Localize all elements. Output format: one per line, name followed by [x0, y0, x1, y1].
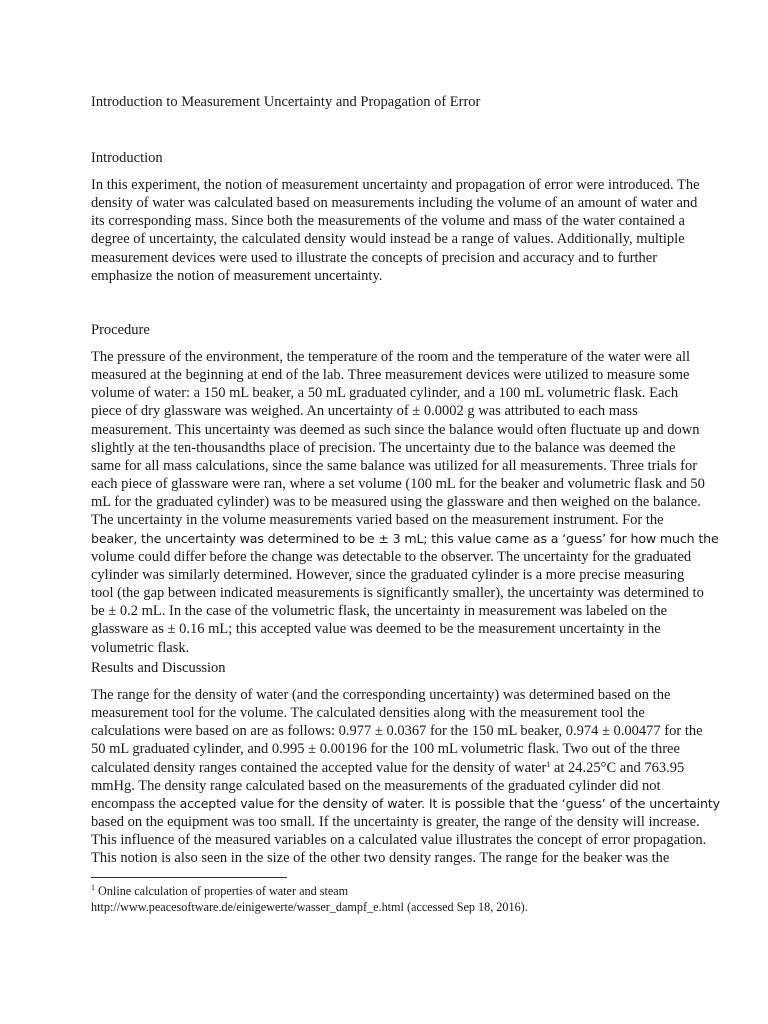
results-line: measurement tool for the volume. The calculated densities along with the measurement tool the [91, 705, 645, 722]
sans-text: beaker, the uncertainty was determined to be ± 3 mL; this value came as a ‘guess’ for how much the [91, 530, 719, 546]
procedure-heading: Procedure [91, 322, 150, 338]
results-paragraph [91, 686, 720, 868]
procedure-line: be ± 0.2 mL. In the case of the volumetric flask, the uncertainty in measurement was labeled on the [91, 603, 668, 620]
document-title: Introduction to Measurement Uncertainty and Propagation of Error [91, 94, 481, 110]
introduction-line: degree of uncertainty, the calculated density would instead be a range of values. Additionally, multiple [91, 231, 685, 248]
results-text: calculated density ranges contained the accepted value for the density of water [91, 759, 547, 776]
procedure-line: volume of water: a 150 mL beaker, a 50 mL graduated cylinder, and a 100 mL volumetric flask. Each [91, 385, 679, 402]
introduction-paragraph [91, 176, 700, 285]
procedure-line: mL for the graduated cylinder) was to be measured using the glassware and then weighed on the balance. [91, 494, 701, 511]
procedure-line: measured at the beginning at end of the lab. Three measurement devices were utilized to measure some [91, 367, 690, 384]
procedure-line: tool (the gap between indicated measurements is significantly smaller), the uncertainty was determined to [91, 585, 704, 602]
introduction-heading: Introduction [91, 150, 163, 166]
introduction-line: In this experiment, the notion of measurement uncertainty and propagation of error were introduced. The [91, 177, 700, 193]
procedure-line: piece of dry glassware was weighed. An uncertainty of ± 0.0002 g was attributed to each mass [91, 403, 638, 420]
procedure-line: volumetric flask. [91, 639, 190, 656]
introduction-line: emphasize the notion of measurement uncertainty. [91, 267, 383, 284]
footnote-reference: 1 [546, 759, 551, 769]
results-line: 50 mL graduated cylinder, and 0.995 ± 0.00196 for the 100 mL volumetric flask. Two out of the three [91, 741, 680, 758]
results-line-with-footnote [91, 759, 691, 777]
footnote [91, 883, 528, 915]
procedure-paragraph [91, 348, 719, 657]
sans-text: accepted value for the density of water. It is possible that the ‘guess’ of the uncertainty [179, 795, 720, 811]
results-line-mixed [91, 795, 720, 813]
results-line: based on the equipment was too small. If the uncertainty is greater, the range of the density will increase. [91, 814, 700, 831]
procedure-line: glassware as ± 0.16 mL; this accepted value was deemed to be the measurement uncertainty in the [91, 621, 661, 638]
procedure-line: cylinder was similarly determined. However, since the graduated cylinder is a more precise measuring [91, 566, 685, 583]
footnote-line-1 [91, 883, 528, 899]
results-heading: Results and Discussion [91, 660, 226, 676]
results-line: calculations were based on are as follows: 0.977 ± 0.0367 for the 150 mL beaker, 0.974 ± 0.00477 for the [91, 723, 703, 740]
results-line: This notion is also seen in the size of the other two density ranges. The range for the beaker was the [91, 850, 670, 867]
procedure-line-mixed [91, 530, 719, 548]
serif-text: encompass the [91, 795, 180, 812]
footnote-link: http://www.peacesoftware.de/einigewerte/wasser_dampf_e.html (accessed Sep 18, 2016). [91, 900, 528, 914]
procedure-line: measurement. This uncertainty was deemed as such since the balance would often fluctuate up and down [91, 421, 700, 438]
introduction-line: density of water was calculated based on measurements including the volume of an amount of water and [91, 195, 698, 212]
introduction-line: its corresponding mass. Since both the measurements of the volume and mass of the water contained a [91, 213, 685, 230]
introduction-line: measurement devices were used to illustrate the concepts of precision and accuracy and to further [91, 249, 658, 266]
procedure-line: The uncertainty in the volume measurements varied based on the measurement instrument. For the [91, 512, 664, 529]
procedure-line: each piece of glassware were ran, where a set volume (100 mL for the beaker and volumetric flask and 50 [91, 476, 705, 493]
procedure-line: slightly at the ten-thousandths place of precision. The uncertainty due to the balance was deemed the [91, 439, 676, 456]
procedure-line: same for all mass calculations, since the same balance was utilized for all measurements. Three trials for [91, 457, 698, 474]
procedure-line: volume could differ before the change was detectable to the observer. The uncertainty for the graduated [91, 548, 692, 565]
results-line: This influence of the measured variables on a calculated value illustrates the concept of error propagation. [91, 832, 707, 849]
footnote-text: Online calculation of properties of water and steam [95, 884, 349, 898]
procedure-line: The pressure of the environment, the temperature of the room and the temperature of the water were all [91, 349, 691, 365]
results-line: mmHg. The density range calculated based on the measurements of the graduated cylinder did not [91, 777, 661, 794]
footnote-marker: 1 [91, 883, 95, 892]
footnote-divider [91, 877, 287, 878]
results-line: The range for the density of water (and the corresponding uncertainty) was determined based on the [91, 687, 671, 703]
results-text: at 24.25°C and 763.95 [550, 759, 685, 776]
